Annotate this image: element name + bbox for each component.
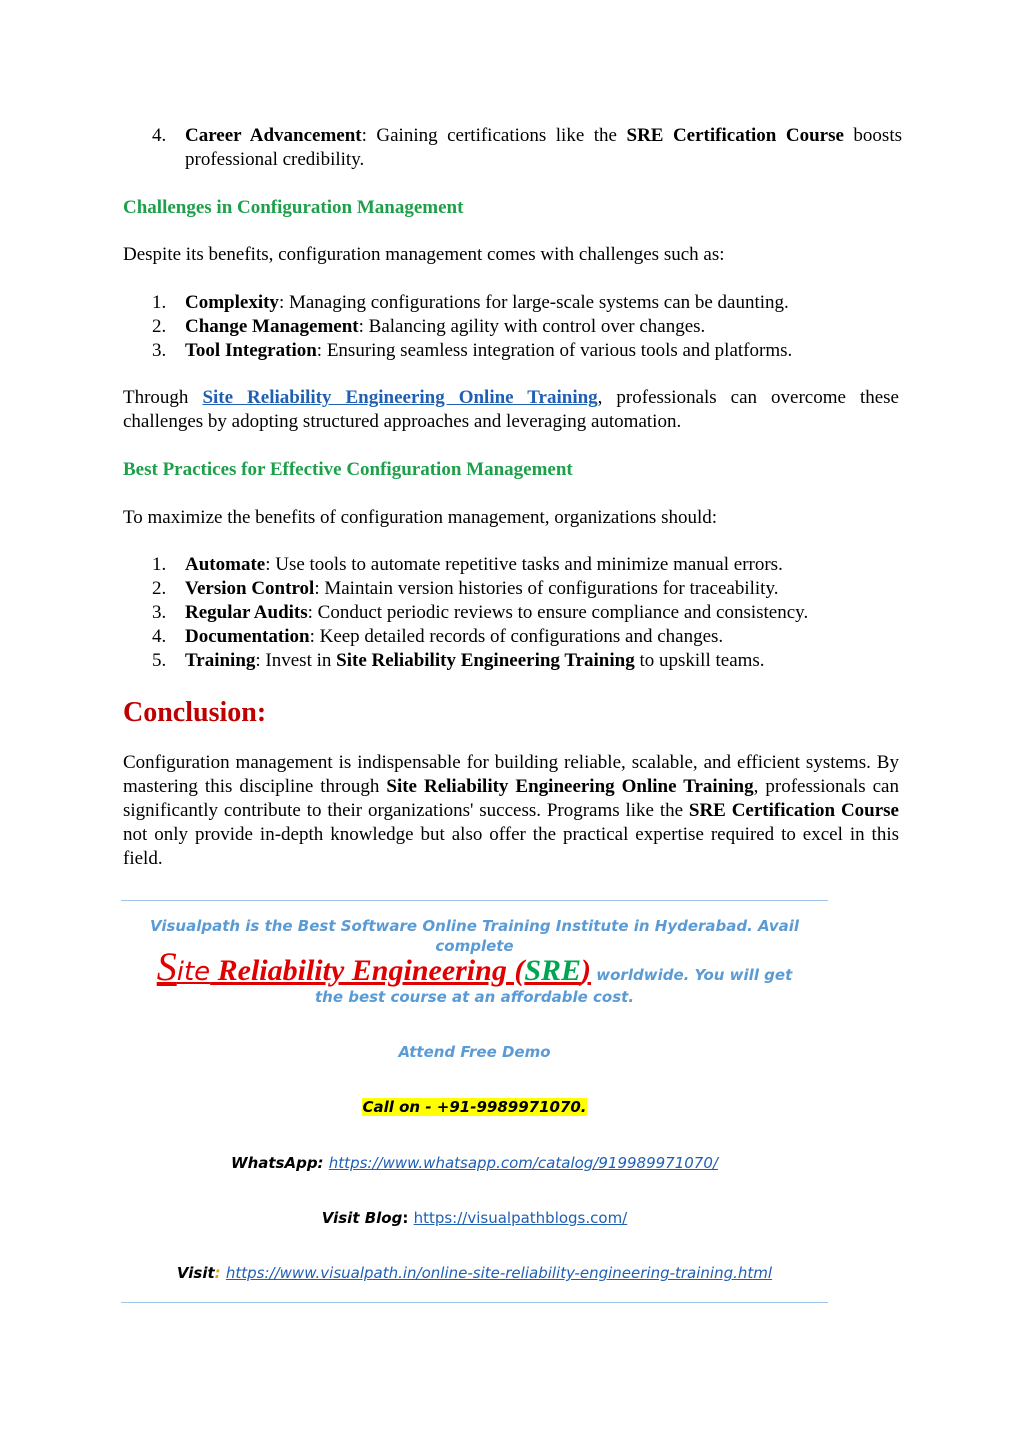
course-title — [121, 943, 828, 990]
visit-colon: : — [214, 1264, 221, 1282]
list-item — [152, 315, 902, 339]
list-term: Career Advancement — [185, 125, 362, 146]
list-text: boosts professional credibility. — [185, 125, 902, 170]
best-practices-intro: To maximize the benefits of configuration management, organizations should: — [123, 507, 718, 528]
list-text: : Maintain version histories of configurations for traceability. — [314, 578, 779, 599]
list-text: : Use tools to automate repetitive tasks and minimize manual errors. — [265, 554, 783, 575]
paragraph-bold: Site Reliability Engineering Online Training — [386, 776, 754, 797]
list-number: 1. — [152, 554, 167, 575]
title-close: ) — [581, 954, 592, 987]
through-paragraph — [123, 386, 899, 434]
list-term: Regular Audits — [185, 602, 308, 623]
whatsapp-link[interactable]: https://www.whatsapp.com/catalog/919989971070/ — [328, 1154, 718, 1172]
career-list — [152, 124, 902, 172]
list-text: : Keep detailed records of configurations and changes. — [309, 626, 724, 647]
list-item — [152, 124, 902, 172]
title-tail: worldwide. You will get — [591, 966, 793, 984]
paragraph-bold: SRE Certification Course — [688, 800, 899, 821]
paragraph-text: not only provide in-depth knowledge but also offer the practical expertise required to excel in this field. — [123, 824, 899, 869]
call-number: Call on - +91-9989971070. — [362, 1098, 587, 1116]
list-number: 2. — [152, 316, 167, 337]
footer-line1: Visualpath is the Best Software Online Training Institute in Hyderabad. Avail complete — [149, 917, 800, 955]
best-practices-list — [152, 553, 902, 673]
list-text: : Managing configurations for large-scale systems can be daunting. — [278, 292, 789, 313]
list-bold: SRE Certification Course — [626, 125, 844, 146]
list-item — [152, 553, 902, 577]
challenges-list — [152, 291, 902, 363]
list-text: : Invest in — [255, 650, 337, 671]
list-number: 2. — [152, 578, 167, 599]
list-text: to upskill teams. — [634, 650, 765, 671]
list-text: : Gaining certifications like the — [361, 125, 627, 146]
list-item — [152, 577, 902, 601]
list-number: 1. — [152, 292, 167, 313]
list-term: Tool Integration — [185, 340, 317, 361]
title-letter-s: S — [156, 944, 177, 989]
list-item — [152, 339, 902, 363]
blog-line — [121, 1208, 828, 1228]
list-text: : Ensuring seamless integration of various tools and platforms. — [316, 340, 793, 361]
paragraph-text: Through — [123, 387, 203, 408]
attend-demo: Attend Free Demo — [398, 1043, 551, 1061]
title-rest: Reliability Engineering ( — [210, 954, 525, 987]
list-term: Automate — [185, 554, 266, 575]
list-number: 5. — [152, 650, 167, 671]
title-ite: ite — [176, 957, 211, 987]
list-number: 4. — [152, 626, 167, 647]
footer-top-divider — [121, 900, 828, 901]
list-term: Training — [185, 650, 256, 671]
list-term: Change Management — [185, 316, 359, 337]
paragraph-text: , professionals can significantly contribute to their organizations' success. Programs like the — [123, 776, 899, 821]
list-number: 4. — [152, 125, 167, 146]
conclusion-heading: Conclusion: — [123, 697, 267, 728]
sre-online-training-link[interactable]: Site Reliability Engineering Online Training — [202, 387, 598, 408]
challenges-intro: Despite its benefits, configuration management comes with challenges such as: — [123, 244, 725, 265]
visit-label: Visit — [176, 1264, 215, 1282]
list-number: 3. — [152, 340, 167, 361]
paragraph-text: , professionals can overcome these challenges by adopting structured approaches and leveraging automation. — [123, 387, 899, 432]
best-practices-heading: Best Practices for Effective Configuration Management — [123, 459, 573, 480]
challenges-heading: Challenges in Configuration Management — [123, 197, 464, 218]
whatsapp-line — [121, 1153, 828, 1173]
list-item — [152, 291, 902, 315]
visit-link[interactable]: https://www.visualpath.in/online-site-reliability-engineering-training.html — [225, 1264, 773, 1282]
footer-bottom-divider — [121, 1302, 828, 1303]
footer-line3: the best course at an affordable cost. — [314, 988, 635, 1006]
blog-colon: : — [402, 1209, 409, 1227]
list-item — [152, 601, 902, 625]
whatsapp-label: WhatsApp: — [231, 1154, 324, 1172]
list-number: 3. — [152, 602, 167, 623]
list-item — [152, 649, 902, 673]
list-term: Documentation — [185, 626, 310, 647]
visit-line — [121, 1263, 828, 1283]
list-term: Complexity — [185, 292, 279, 313]
call-line — [121, 1097, 828, 1117]
list-text: : Balancing agility with control over changes. — [358, 316, 706, 337]
list-text: : Conduct periodic reviews to ensure compliance and consistency. — [307, 602, 809, 623]
conclusion-paragraph — [123, 751, 899, 871]
paragraph-text: Configuration management is indispensable for building reliable, scalable, and efficient systems. By mastering this discipline through — [123, 752, 899, 797]
blog-link[interactable]: https://visualpathblogs.com/ — [413, 1209, 628, 1227]
list-term: Version Control — [185, 578, 315, 599]
blog-label: Visit Blog — [321, 1209, 403, 1227]
list-bold: Site Reliability Engineering Training — [336, 650, 635, 671]
title-sre: SRE — [524, 954, 582, 987]
list-item — [152, 625, 902, 649]
